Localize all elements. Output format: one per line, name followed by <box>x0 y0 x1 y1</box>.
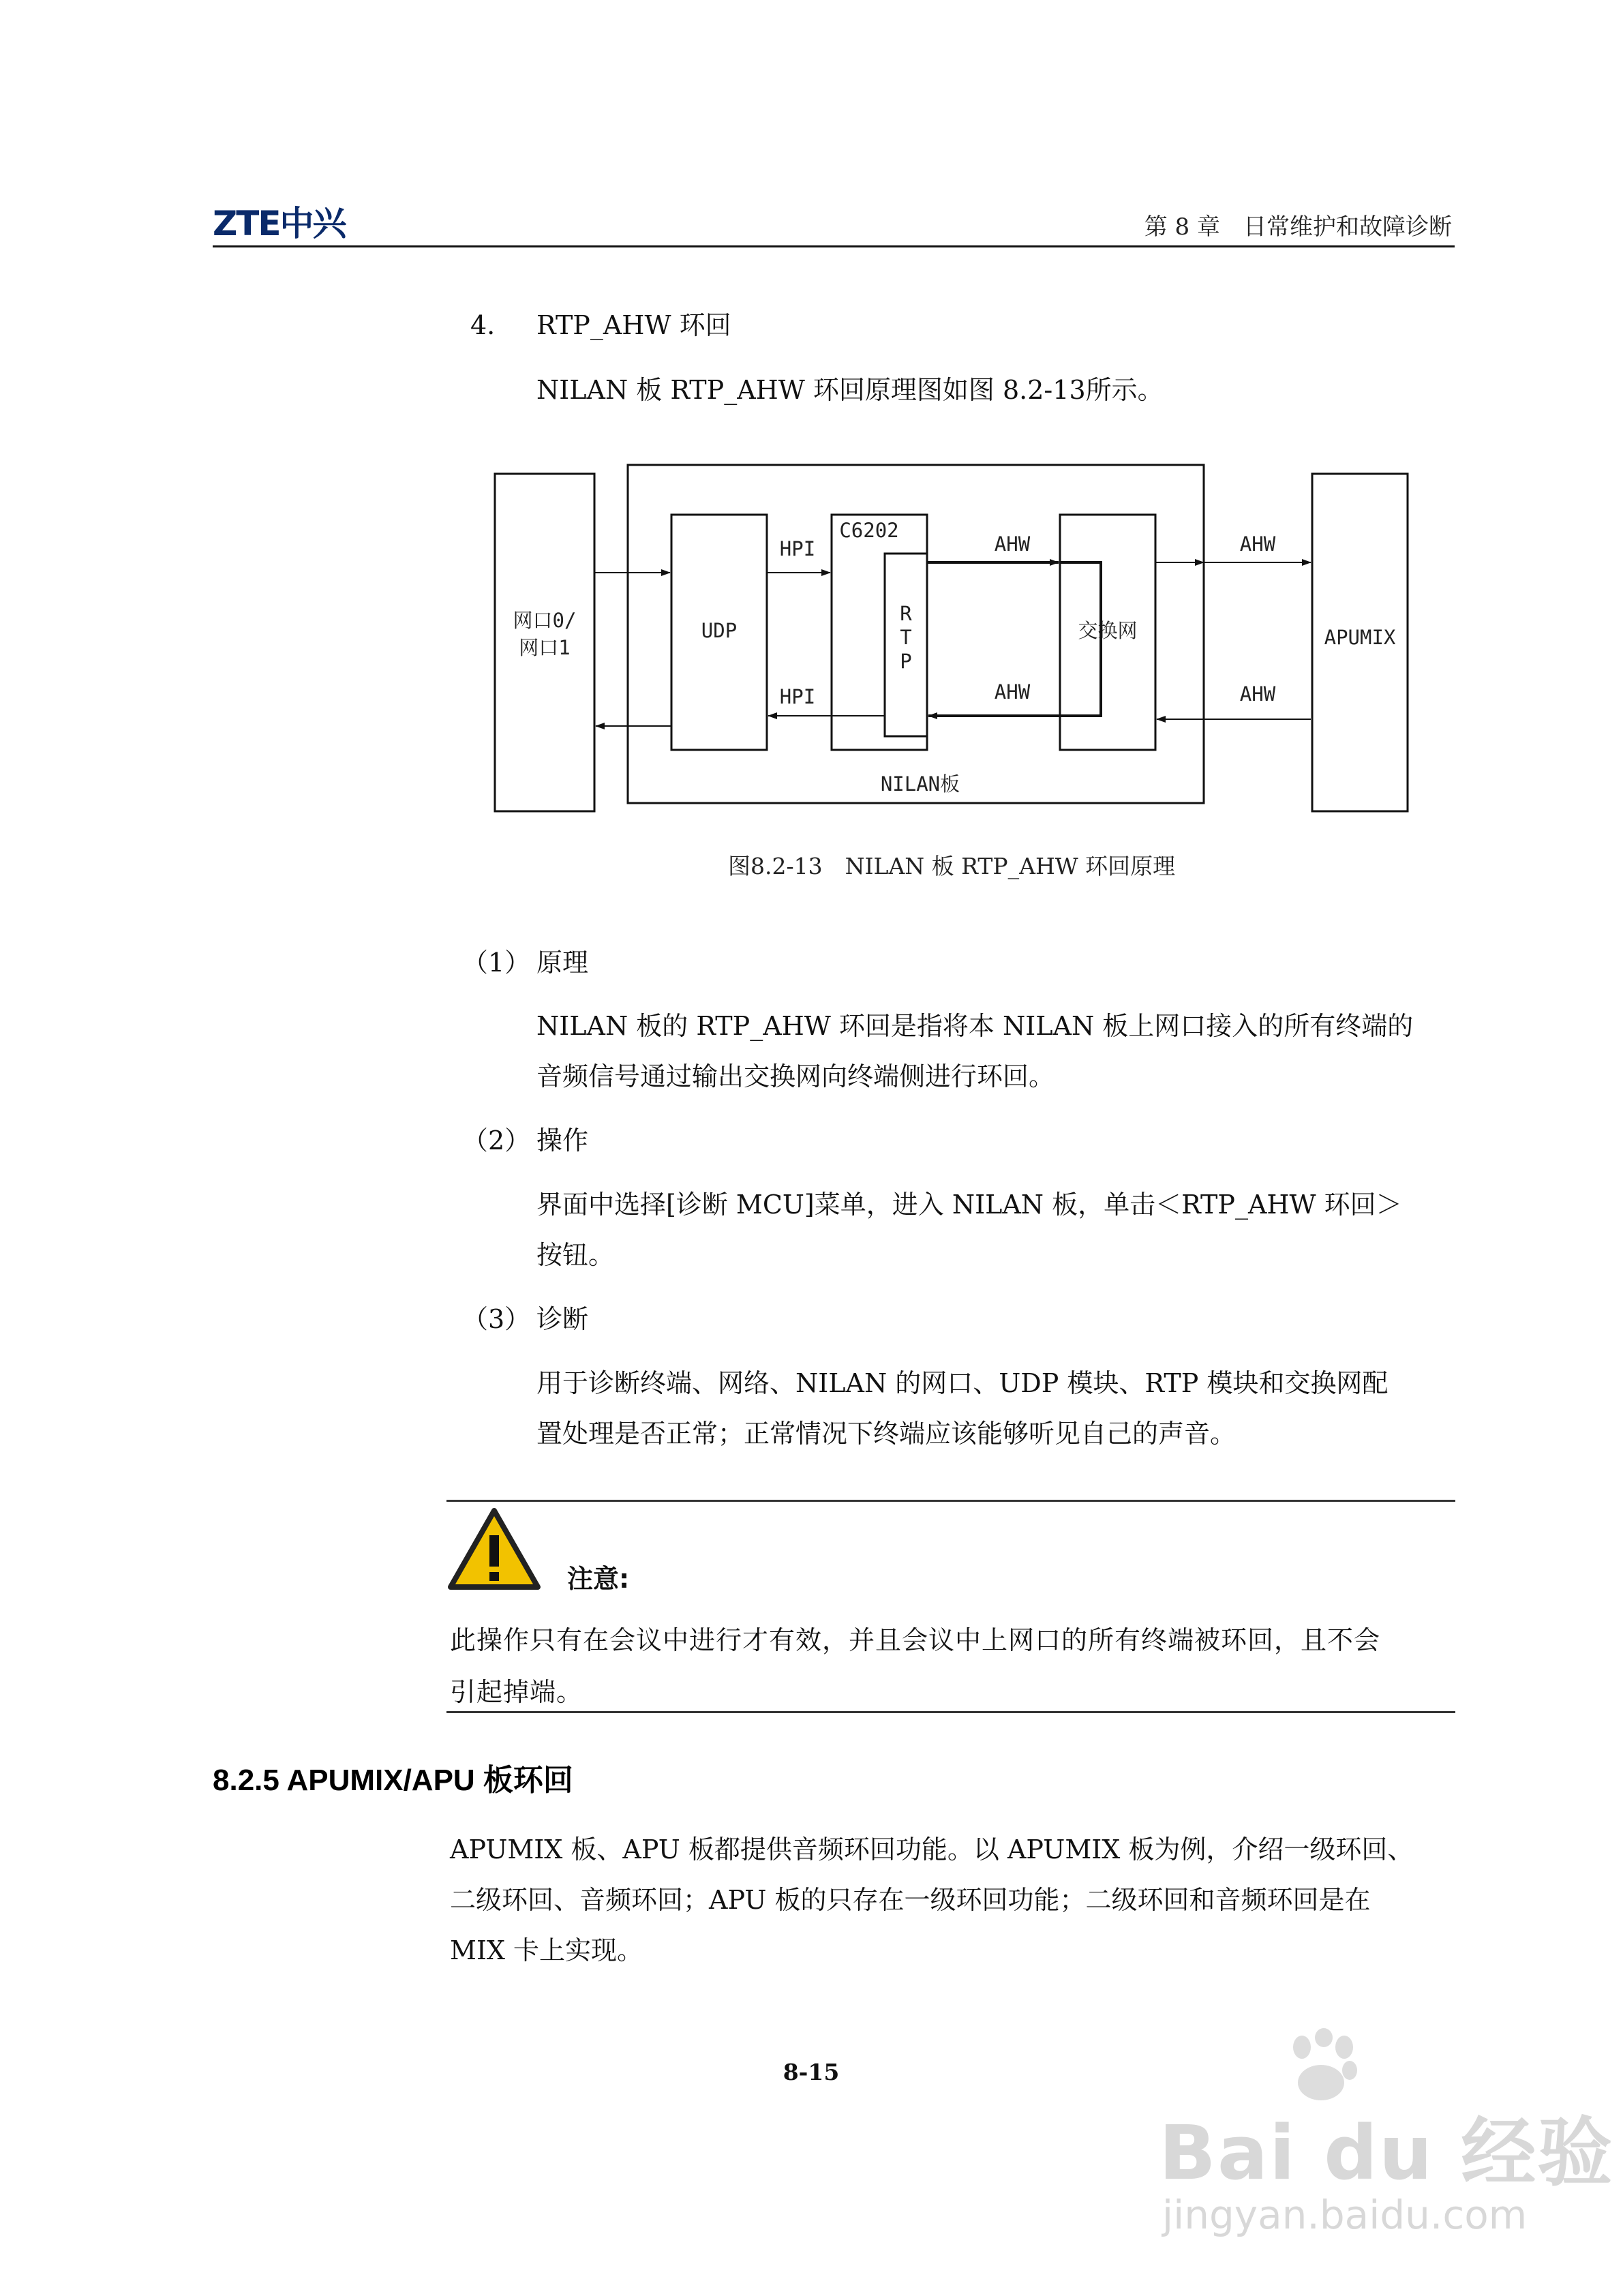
network-port-label-2: 网口1 <box>519 636 571 659</box>
item-3-label: （3） <box>462 1304 531 1334</box>
item-2-label: （2） <box>462 1126 531 1155</box>
item-3-line-1: 用于诊断终端、网络、NILAN 的网口、UDP 模块、RTP 模块和交换网配 <box>536 1368 1389 1398</box>
rtp-letter-t: T <box>900 626 912 649</box>
note-line-2: 引起掉端。 <box>450 1677 583 1707</box>
section-825-line-3: MIX 卡上实现。 <box>450 1935 643 1965</box>
header-rule <box>213 245 1455 247</box>
hpi-top-label: HPI <box>779 537 816 560</box>
item-1-line-2: 音频信号通过输出交换网向终端侧进行环回。 <box>536 1061 1055 1091</box>
section-intro: NILAN 板 RTP_AHW 环回原理图如图 8.2-13所示。 <box>536 375 1164 405</box>
section-number: 4. <box>470 310 496 340</box>
item-2-title: 操作 <box>536 1126 589 1155</box>
section-825-title: 8.2.5 APUMIX/APU 板环回 <box>213 1764 573 1797</box>
nilan-board-label: NILAN板 <box>880 772 960 796</box>
ahw-inner-bottom-label: AHW <box>994 680 1031 704</box>
item-3-title: 诊断 <box>536 1304 589 1334</box>
section-825-line-1: APUMIX 板、APU 板都提供音频环回功能。以 APUMIX 板为例，介绍一级环回、 <box>450 1834 1414 1864</box>
watermark-url: jingyan.baidu.com <box>1162 2192 1528 2238</box>
switch-label: 交换网 <box>1078 619 1138 642</box>
item-1-label: （1） <box>462 948 531 978</box>
page-number: 8-15 <box>783 2059 840 2085</box>
item-1-line-1: NILAN 板的 RTP_AHW 环回是指将本 NILAN 板上网口接入的所有终端的 <box>536 1011 1414 1041</box>
ahw-outer-bottom-label: AHW <box>1239 682 1276 706</box>
note-line-1: 此操作只有在会议中进行才有效，并且会议中上网口的所有终端被环回，且不会 <box>450 1625 1381 1655</box>
note-bottom-rule <box>446 1711 1455 1713</box>
apumix-label: APUMIX <box>1324 626 1396 649</box>
item-1-title: 原理 <box>536 948 589 978</box>
rtp-letter-r: R <box>900 602 912 625</box>
item-2-line-1: 界面中选择[诊断 MCU]菜单，进入 NILAN 板，单击＜RTP_AHW 环回＞ <box>536 1190 1402 1220</box>
item-2-line-2: 按钮。 <box>536 1240 615 1270</box>
ahw-inner-top-label: AHW <box>994 532 1031 556</box>
c6202-label: C6202 <box>839 519 899 542</box>
figure-caption: 图8.2-13 NILAN 板 RTP_AHW 环回原理 <box>728 853 1176 879</box>
chapter-header: 第 8 章 日常维护和故障诊断 <box>1144 213 1452 241</box>
ahw-outer-top-label: AHW <box>1239 532 1276 556</box>
c6202-box <box>832 515 927 750</box>
note-top-rule <box>446 1500 1455 1502</box>
hpi-bottom-label: HPI <box>779 685 816 708</box>
warning-icon <box>446 1507 542 1592</box>
baidu-paw-icon <box>1281 2028 1363 2103</box>
rtp-letter-p: P <box>900 650 912 673</box>
udp-label: UDP <box>701 619 738 642</box>
rtp-ahw-loop-diagram <box>477 450 1431 832</box>
network-port-label-1: 网口0/ <box>513 609 577 632</box>
item-3-line-2: 置处理是否正常；正常情况下终端应该能够听见自己的声音。 <box>536 1419 1237 1449</box>
section-title: RTP_AHW 环回 <box>536 310 731 340</box>
section-825-line-2: 二级环回、音频环回；APU 板的只存在一级环回功能；二级环回和音频环回是在 <box>450 1885 1371 1915</box>
note-title: 注意: <box>567 1564 630 1594</box>
watermark-brand: Bai du 经验 <box>1159 2109 1614 2196</box>
zte-logo: ZTE中兴 <box>213 204 346 243</box>
